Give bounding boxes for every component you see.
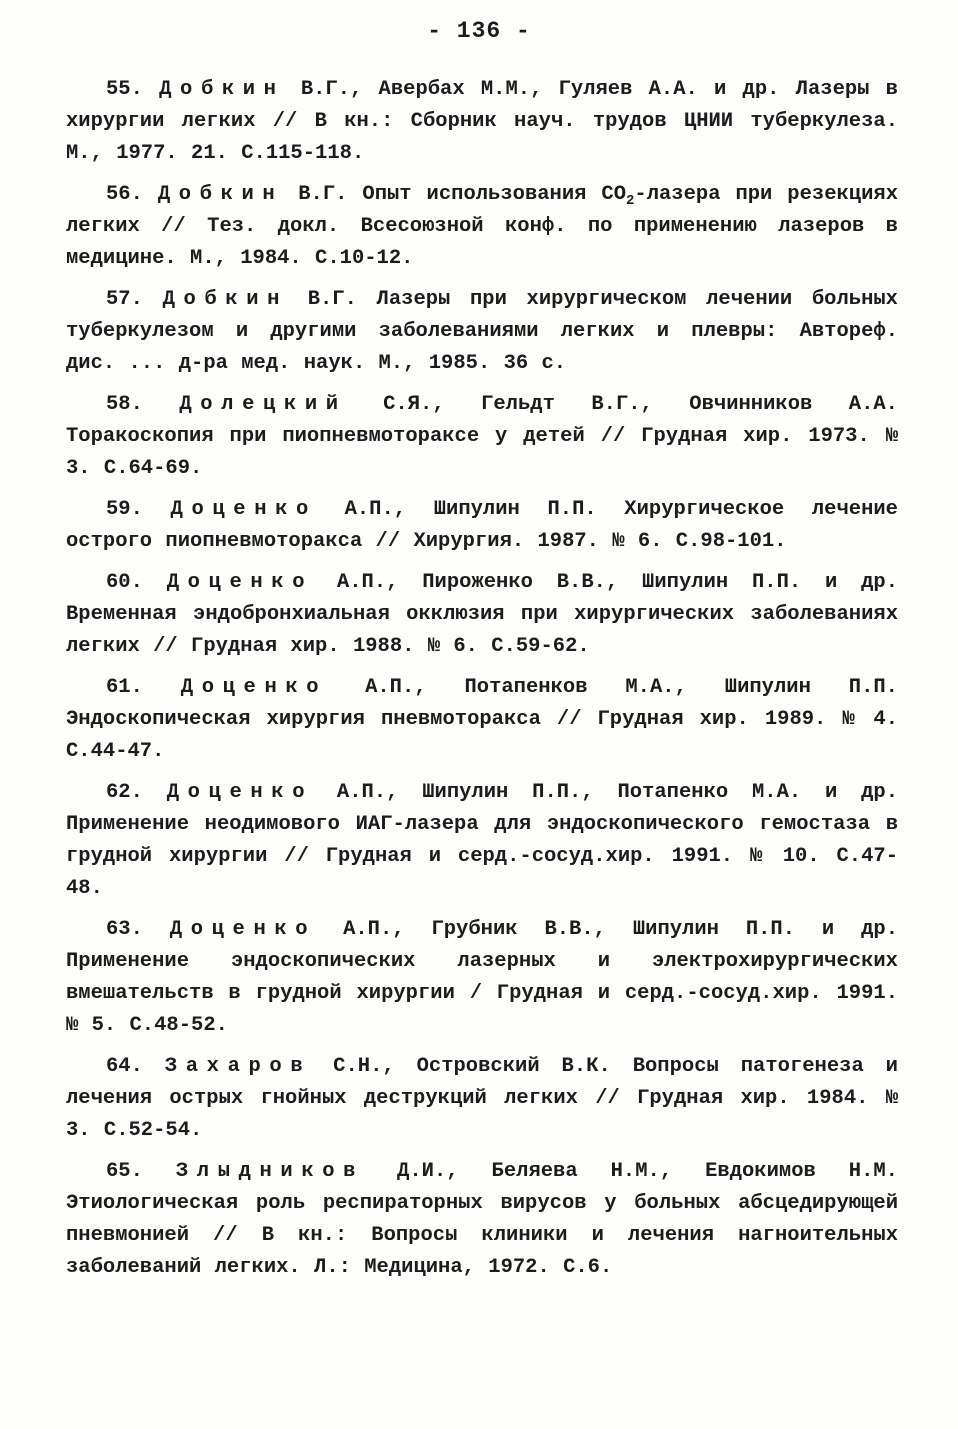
- reference-author: Добкин: [159, 78, 285, 101]
- reference-author: Добкин: [162, 288, 289, 311]
- reference-text: А.П., Пироженко В.В., Шипулин П.П. и др. Временная эндобронхиальная окклюзия при хирургических заболеваниях легких // Грудная хир. 1988. № 6. С.59-62.: [66, 571, 898, 658]
- reference-author: Добкин: [157, 183, 284, 206]
- reference-item: [66, 284, 898, 380]
- page-number: - 136 -: [427, 18, 531, 44]
- reference-text: В.Г. Лазеры при хирургическом лечении больных туберкулезом и другими заболеваниями легких и плевры: Автореф. дис. ... д-ра мед. наук. М., 1985. 36 с.: [66, 288, 898, 375]
- reference-author: Злыдников: [175, 1160, 365, 1183]
- reference-number: 56.: [106, 183, 143, 206]
- reference-number: 57.: [106, 288, 143, 311]
- reference-item: [66, 914, 898, 1042]
- reference-text: Д.И., Беляева Н.М., Евдокимов Н.М. Этиологическая роль респираторных вирусов у больных абсцедирующей пневмонией // В кн.: Вопросы клиники и лечения нагноительных заболеваний легких. Л.: Медицина, 1972. С.6.: [66, 1160, 898, 1279]
- reference-item: [66, 389, 898, 485]
- reference-text: С.Я., Гельдт В.Г., Овчинников А.А. Торакоскопия при пиопневмотораксе у детей // Грудная хир. 1973. № 3. С.64-69.: [66, 393, 898, 480]
- reference-item: [66, 74, 898, 170]
- reference-number: 60.: [106, 571, 143, 594]
- reference-author: Доценко: [169, 918, 317, 941]
- reference-text: В.Г., Авербах М.М., Гуляев А.А. и др. Лазеры в хирургии легких // В кн.: Сборник науч. трудов ЦНИИ туберкулеза. М., 1977. 21. С.115-118.: [66, 78, 898, 165]
- reference-item: [66, 777, 898, 905]
- reference-author: Доценко: [180, 676, 328, 699]
- reference-number: 64.: [106, 1055, 143, 1078]
- reference-text: С.Н., Островский В.К. Вопросы патогенеза и лечения острых гнойных деструкций легких // Грудная хир. 1984. № 3. С.52-54.: [66, 1055, 898, 1142]
- reference-number: 62.: [106, 781, 143, 804]
- reference-text: В.Г. Опыт использования CO: [283, 183, 626, 206]
- reference-number: 55.: [106, 78, 143, 101]
- reference-author: Долецкий: [179, 393, 347, 416]
- reference-item: [66, 672, 898, 768]
- reference-author: Захаров: [164, 1055, 312, 1078]
- reference-item: [66, 1051, 898, 1147]
- reference-number: 59.: [106, 498, 143, 521]
- reference-number: 65.: [106, 1160, 143, 1183]
- reference-text: А.П., Шипулин П.П., Потапенко М.А. и др. Применение неодимового ИАГ-лазера для эндоскопического гемостаза в грудной хирургии // Грудная и серд.-сосуд.хир. 1991. № 10. С.47-48.: [66, 781, 898, 900]
- reference-subscript: 2: [626, 193, 635, 210]
- reference-number: 61.: [106, 676, 143, 699]
- reference-item: [66, 1156, 898, 1284]
- reference-number: 58.: [106, 393, 143, 416]
- reference-item: [66, 494, 898, 558]
- reference-item: [66, 567, 898, 663]
- reference-list: [66, 74, 898, 1293]
- reference-text: А.П., Потапенков М.А., Шипулин П.П. Эндоскопическая хирургия пневмоторакса // Грудная хир. 1989. № 4. С.44-47.: [66, 676, 898, 763]
- reference-item: [66, 179, 898, 275]
- reference-author: Доценко: [166, 571, 314, 594]
- reference-number: 63.: [106, 918, 143, 941]
- reference-text-tail: -лазера при резекциях легких // Тез. докл. Всесоюзной конф. по применению лазеров в медицине. М., 1984. С.10-12.: [66, 183, 899, 270]
- reference-author: Доценко: [166, 781, 314, 804]
- reference-author: Доценко: [170, 498, 317, 521]
- reference-text: А.П., Грубник В.В., Шипулин П.П. и др. Применение эндоскопических лазерных и электрохирургических вмешательств в грудной хирургии / Грудная и серд.-сосуд.хир. 1991. № 5. С.48-52.: [66, 918, 898, 1037]
- reference-text: А.П., Шипулин П.П. Хирургическое лечение острого пиопневмоторакса // Хирургия. 1987. № 6. С.98-101.: [66, 498, 898, 553]
